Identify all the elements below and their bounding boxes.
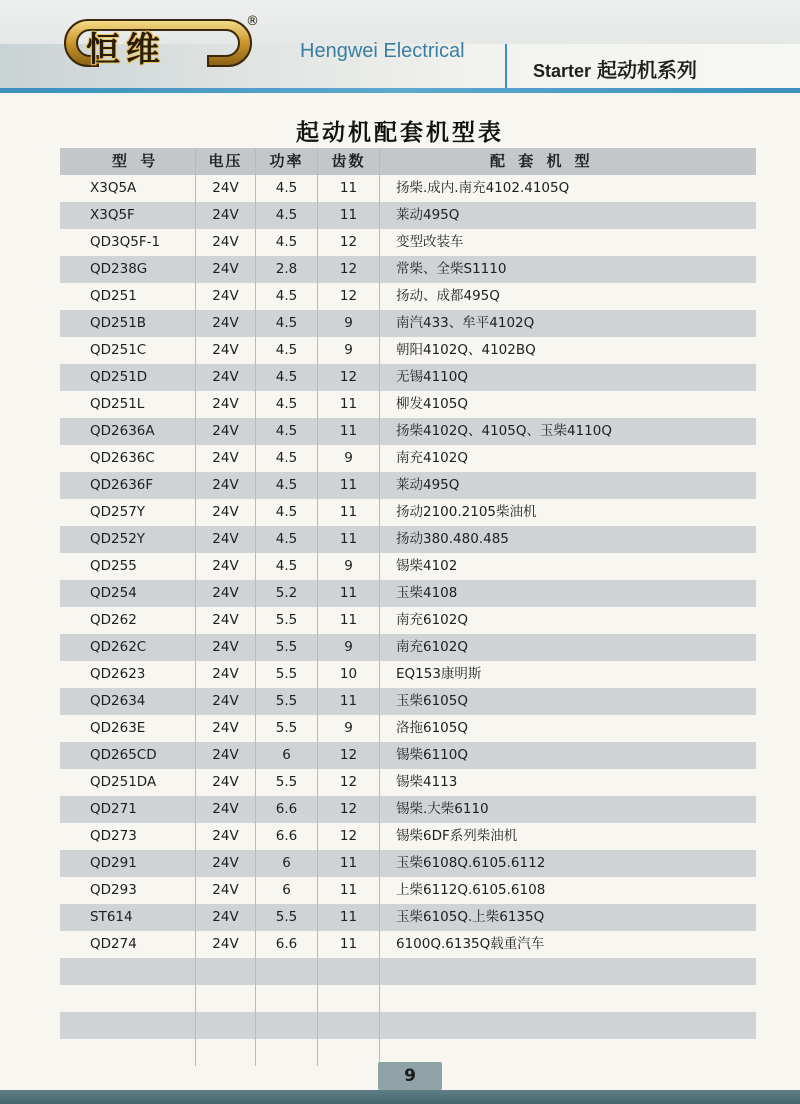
cell-teeth: 11 — [318, 499, 380, 526]
table-row — [60, 661, 756, 688]
cell-voltage: 24V — [196, 418, 256, 445]
cell-power: 5.5 — [256, 769, 318, 796]
cell-power: 4.5 — [256, 499, 318, 526]
table-row — [60, 634, 756, 661]
cell-power: 4.5 — [256, 175, 318, 202]
table-row — [60, 985, 756, 1012]
cell-power: 2.8 — [256, 256, 318, 283]
table-row — [60, 472, 756, 499]
cell-application: 莱动495Q — [396, 477, 460, 493]
cell-power: 4.5 — [256, 283, 318, 310]
cell-model: QD262C — [60, 634, 196, 661]
cell-teeth: 9 — [318, 445, 380, 472]
cell-teeth: 12 — [318, 364, 380, 391]
cell-application: 扬柴.成内.南充4102.4105Q — [396, 180, 570, 196]
cell-power — [256, 1012, 318, 1039]
cell-application: 常柴、全柴S1110 — [396, 261, 507, 277]
series-title-en: Starter — [533, 61, 592, 81]
table-row — [60, 904, 756, 931]
cell-power: 4.5 — [256, 445, 318, 472]
cell-model: QD251C — [60, 337, 196, 364]
cell-application: 扬动380.480.485 — [396, 531, 509, 547]
cell-application: 锡柴6DF系列柴油机 — [396, 828, 518, 844]
cell-model: QD251DA — [60, 769, 196, 796]
cell-model — [60, 1012, 196, 1039]
cell-application: 变型改装车 — [396, 234, 464, 250]
cell-voltage: 24V — [196, 769, 256, 796]
cell-voltage: 24V — [196, 256, 256, 283]
cell-application: 无锡4110Q — [396, 369, 468, 385]
cell-power: 4.5 — [256, 472, 318, 499]
cell-application: 扬动、成都495Q — [396, 288, 500, 304]
table-row — [60, 229, 756, 256]
cell-voltage: 24V — [196, 472, 256, 499]
cell-power: 5.5 — [256, 688, 318, 715]
cell-teeth: 11 — [318, 904, 380, 931]
cell-power: 4.5 — [256, 202, 318, 229]
cell-power: 4.5 — [256, 553, 318, 580]
cell-voltage: 24V — [196, 499, 256, 526]
cell-power: 5.5 — [256, 715, 318, 742]
cell-voltage: 24V — [196, 796, 256, 823]
cell-voltage: 24V — [196, 526, 256, 553]
cell-power: 6.6 — [256, 823, 318, 850]
table-row — [60, 850, 756, 877]
cell-voltage: 24V — [196, 445, 256, 472]
cell-voltage: 24V — [196, 850, 256, 877]
header-application: 配 套 机 型 — [490, 152, 594, 170]
table-row — [60, 553, 756, 580]
cell-power: 4.5 — [256, 391, 318, 418]
table-row — [60, 823, 756, 850]
cell-power — [256, 985, 318, 1012]
table-row — [60, 526, 756, 553]
table-row — [60, 364, 756, 391]
cell-model: QD2636C — [60, 445, 196, 472]
cell-model: QD252Y — [60, 526, 196, 553]
cell-teeth: 10 — [318, 661, 380, 688]
page-number: 9 — [378, 1062, 442, 1090]
cell-voltage — [196, 1039, 256, 1066]
table-row — [60, 499, 756, 526]
cell-voltage: 24V — [196, 823, 256, 850]
cell-application: 扬动2100.2105柴油机 — [396, 504, 537, 520]
cell-model: QD3Q5F-1 — [60, 229, 196, 256]
cell-model: QD254 — [60, 580, 196, 607]
header-model: 型 号 — [60, 148, 196, 175]
cell-power: 5.2 — [256, 580, 318, 607]
cell-application — [380, 1012, 756, 1039]
cell-teeth: 9 — [318, 337, 380, 364]
cell-power: 4.5 — [256, 418, 318, 445]
table-row — [60, 256, 756, 283]
cell-application: 锡柴4102 — [396, 558, 458, 574]
cell-model: QD2636A — [60, 418, 196, 445]
cell-application: 玉柴6108Q.6105.6112 — [396, 855, 546, 871]
cell-model: QD251D — [60, 364, 196, 391]
cell-teeth: 12 — [318, 256, 380, 283]
cell-power: 5.5 — [256, 661, 318, 688]
cell-voltage: 24V — [196, 634, 256, 661]
cell-teeth: 11 — [318, 580, 380, 607]
table-row — [60, 742, 756, 769]
cell-application: 朝阳4102Q、4102BQ — [396, 342, 536, 358]
cell-model: X3Q5A — [60, 175, 196, 202]
table-row — [60, 310, 756, 337]
cell-model: ST614 — [60, 904, 196, 931]
cell-voltage: 24V — [196, 364, 256, 391]
series-title-cn: 起动机系列 — [597, 58, 698, 82]
cell-model — [60, 985, 196, 1012]
table-row — [60, 580, 756, 607]
cell-voltage: 24V — [196, 337, 256, 364]
cell-teeth: 11 — [318, 607, 380, 634]
cell-voltage: 24V — [196, 742, 256, 769]
starter-model-table — [60, 148, 756, 1066]
header-power: 功率 — [256, 148, 318, 175]
cell-voltage: 24V — [196, 283, 256, 310]
cell-teeth: 9 — [318, 634, 380, 661]
cell-voltage: 24V — [196, 931, 256, 958]
cell-teeth: 12 — [318, 796, 380, 823]
cell-model: QD273 — [60, 823, 196, 850]
cell-model: QD2623 — [60, 661, 196, 688]
cell-power: 4.5 — [256, 229, 318, 256]
cell-application: 南充4102Q — [396, 450, 468, 466]
cell-teeth: 12 — [318, 823, 380, 850]
cell-power: 4.5 — [256, 364, 318, 391]
cell-voltage: 24V — [196, 391, 256, 418]
cell-teeth: 9 — [318, 715, 380, 742]
table-row — [60, 607, 756, 634]
cell-voltage: 24V — [196, 904, 256, 931]
cell-voltage: 24V — [196, 661, 256, 688]
cell-application: 扬柴4102Q、4105Q、玉柴4110Q — [396, 423, 612, 439]
cell-teeth: 11 — [318, 418, 380, 445]
cell-power: 6.6 — [256, 931, 318, 958]
cell-voltage: 24V — [196, 202, 256, 229]
cell-model: QD262 — [60, 607, 196, 634]
cell-voltage: 24V — [196, 715, 256, 742]
cell-voltage: 24V — [196, 607, 256, 634]
cell-application: 莱动495Q — [396, 207, 460, 223]
table-row — [60, 283, 756, 310]
cell-power: 6 — [256, 742, 318, 769]
cell-model: QD251L — [60, 391, 196, 418]
cell-teeth: 12 — [318, 769, 380, 796]
cell-power: 5.5 — [256, 634, 318, 661]
cell-power: 5.5 — [256, 904, 318, 931]
cell-voltage: 24V — [196, 580, 256, 607]
table-row — [60, 418, 756, 445]
cell-power: 5.5 — [256, 607, 318, 634]
cell-teeth — [318, 1012, 380, 1039]
cell-teeth: 9 — [318, 553, 380, 580]
cell-model: QD271 — [60, 796, 196, 823]
cell-model: QD255 — [60, 553, 196, 580]
cell-teeth: 12 — [318, 742, 380, 769]
cell-model — [60, 1039, 196, 1066]
cell-voltage: 24V — [196, 229, 256, 256]
cell-voltage: 24V — [196, 553, 256, 580]
cell-model: QD274 — [60, 931, 196, 958]
cell-model — [60, 958, 196, 985]
cell-model: QD263E — [60, 715, 196, 742]
cell-application — [380, 958, 756, 985]
cell-power: 6 — [256, 877, 318, 904]
table-row — [60, 688, 756, 715]
cell-teeth — [318, 1039, 380, 1066]
cell-voltage: 24V — [196, 175, 256, 202]
footer-band — [0, 1090, 800, 1104]
cell-model: QD257Y — [60, 499, 196, 526]
cell-model: QD293 — [60, 877, 196, 904]
cell-teeth: 12 — [318, 229, 380, 256]
table-header-row — [60, 148, 756, 175]
cell-model: X3Q5F — [60, 202, 196, 229]
company-name-en: Hengwei Electrical — [300, 40, 465, 62]
cell-power: 6.6 — [256, 796, 318, 823]
cell-teeth: 11 — [318, 202, 380, 229]
cell-model: QD2634 — [60, 688, 196, 715]
cell-teeth — [318, 985, 380, 1012]
cell-teeth: 11 — [318, 472, 380, 499]
header-teeth: 齿数 — [318, 148, 380, 175]
cell-application: 南充6102Q — [396, 639, 468, 655]
cell-voltage — [196, 958, 256, 985]
cell-application: 南充6102Q — [396, 612, 468, 628]
table-row — [60, 445, 756, 472]
cell-application: 玉柴4108 — [396, 585, 458, 601]
table-row — [60, 931, 756, 958]
cell-voltage: 24V — [196, 310, 256, 337]
cell-teeth: 11 — [318, 175, 380, 202]
cell-teeth: 11 — [318, 931, 380, 958]
cell-application: 上柴6112Q.6105.6108 — [396, 882, 546, 898]
cell-model: QD291 — [60, 850, 196, 877]
cell-model: QD265CD — [60, 742, 196, 769]
cell-voltage — [196, 985, 256, 1012]
header-divider — [505, 44, 507, 90]
table-row — [60, 796, 756, 823]
cell-application: EQ153康明斯 — [396, 666, 482, 682]
table-row — [60, 877, 756, 904]
cell-application: 南汽433、牟平4102Q — [396, 315, 535, 331]
cell-application: 玉柴6105Q.上柴6135Q — [396, 909, 545, 925]
cell-application: 锡柴6110Q — [396, 747, 468, 763]
cell-teeth: 11 — [318, 688, 380, 715]
table-row — [60, 337, 756, 364]
cell-model: QD251 — [60, 283, 196, 310]
table-body — [60, 175, 756, 1066]
cell-teeth: 12 — [318, 283, 380, 310]
cell-application — [380, 985, 756, 1012]
cell-power: 4.5 — [256, 526, 318, 553]
table-row — [60, 769, 756, 796]
cell-application: 锡柴4113 — [396, 774, 458, 790]
logo-wordmark: 恒维 — [86, 30, 166, 70]
cell-power: 6 — [256, 850, 318, 877]
cell-power — [256, 958, 318, 985]
cell-model: QD2636F — [60, 472, 196, 499]
cell-voltage: 24V — [196, 877, 256, 904]
cell-teeth: 11 — [318, 850, 380, 877]
cell-application: 锡柴.大柴6110 — [396, 801, 489, 817]
cell-model: QD251B — [60, 310, 196, 337]
table-row — [60, 715, 756, 742]
series-title — [533, 54, 697, 83]
table-row — [60, 202, 756, 229]
cell-voltage — [196, 1012, 256, 1039]
table-row — [60, 391, 756, 418]
cell-application: 柳发4105Q — [396, 396, 468, 412]
table-row — [60, 1012, 756, 1039]
cell-application: 洛拖6105Q — [396, 720, 468, 736]
cell-teeth — [318, 958, 380, 985]
table-row — [60, 958, 756, 985]
header-voltage: 电压 — [196, 148, 256, 175]
cell-power: 4.5 — [256, 337, 318, 364]
cell-teeth: 11 — [318, 526, 380, 553]
table-row — [60, 175, 756, 202]
cell-power: 4.5 — [256, 310, 318, 337]
page-title: 起动机配套机型表 — [296, 120, 504, 146]
cell-application: 6100Q.6135Q载重汽车 — [396, 936, 545, 952]
cell-power — [256, 1039, 318, 1066]
cell-model: QD238G — [60, 256, 196, 283]
registered-mark: ® — [246, 14, 259, 29]
cell-voltage: 24V — [196, 688, 256, 715]
cell-teeth: 9 — [318, 310, 380, 337]
cell-teeth: 11 — [318, 877, 380, 904]
cell-teeth: 11 — [318, 391, 380, 418]
cell-application: 玉柴6105Q — [396, 693, 468, 709]
header-accent-line — [0, 88, 800, 93]
